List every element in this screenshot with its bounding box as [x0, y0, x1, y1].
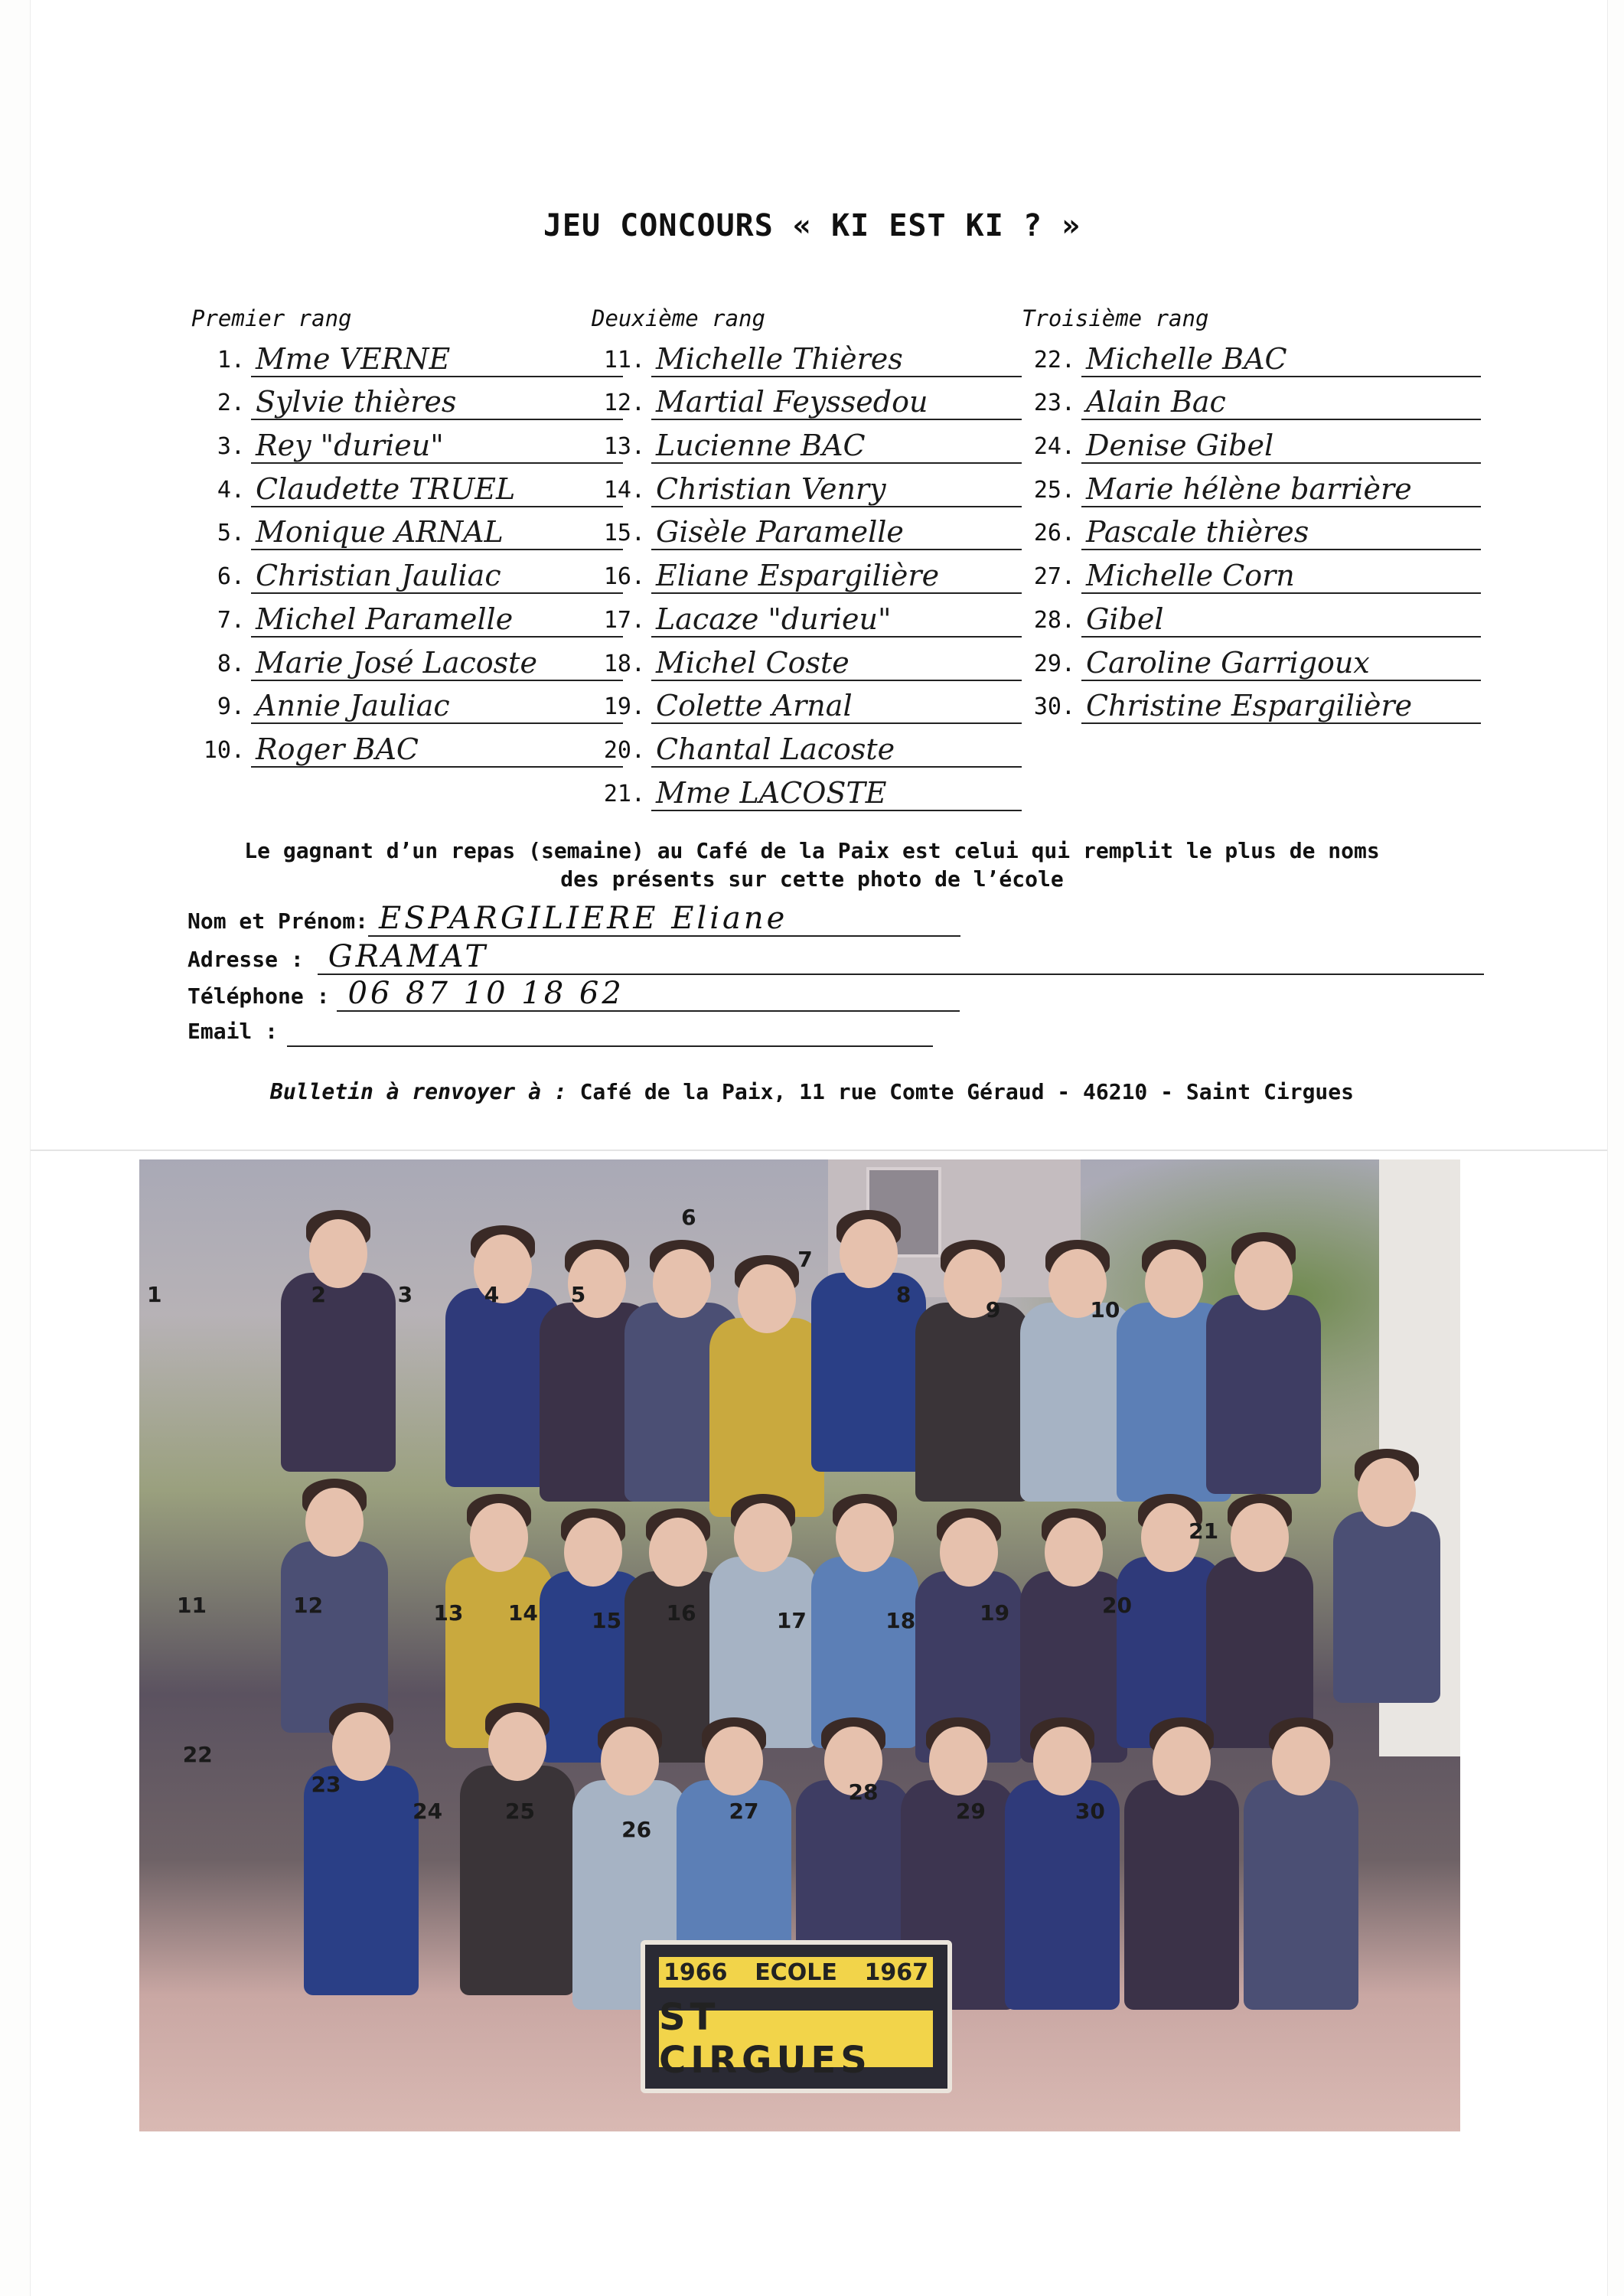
entry-row — [1022, 638, 1481, 681]
pupil-face — [649, 1518, 707, 1587]
school-sign — [641, 1940, 952, 2093]
entry-row — [592, 550, 1022, 594]
photo-number-label: 24 — [413, 1799, 443, 1825]
entry-row — [191, 550, 623, 594]
entry-number: 6. — [217, 563, 245, 591]
entry-name[interactable]: Caroline Garrigoux — [1081, 646, 1481, 681]
entry-number: 29. — [1033, 650, 1075, 677]
entry-name[interactable]: Gisèle Paramelle — [651, 515, 1022, 550]
entry-name[interactable]: Michelle Corn — [1081, 559, 1481, 594]
entry-number: 4. — [217, 476, 245, 504]
photo-number-label: 23 — [311, 1772, 341, 1797]
phone-label: Téléphone : — [188, 983, 330, 1009]
column-heading: Deuxième rang — [592, 305, 765, 331]
entry-name[interactable]: Marie hélène barrière — [1081, 472, 1481, 507]
entry-number: 11. — [603, 346, 645, 373]
pupil-face — [564, 1518, 622, 1587]
entry-number: 1. — [217, 346, 245, 373]
entry-row — [191, 681, 623, 725]
name-field — [188, 902, 960, 937]
entry-name[interactable]: Michel Coste — [651, 646, 1022, 681]
entry-row — [191, 594, 623, 638]
return-address-text: Café de la Paix, 11 rue Comte Géraud - 46210 - Saint Cirgues — [579, 1079, 1355, 1104]
entry-row — [592, 420, 1022, 464]
entry-row — [1022, 594, 1481, 638]
entry-row — [191, 377, 623, 421]
entry-number: 25. — [1033, 476, 1075, 504]
photo-number-label: 26 — [621, 1816, 652, 1842]
entry-name[interactable]: Rey "durieu" — [251, 429, 623, 464]
entry-row — [592, 594, 1022, 638]
entry-name[interactable]: Eliane Espargilière — [651, 559, 1022, 594]
entry-number: 19. — [603, 693, 645, 721]
entry-row — [191, 507, 623, 551]
email-field — [188, 1012, 933, 1047]
photo-number-label: 20 — [1102, 1593, 1132, 1618]
entry-row — [1022, 550, 1481, 594]
sign-place: ST CIRGUES — [659, 2011, 933, 2067]
pupil-face — [1272, 1727, 1330, 1795]
entry-row — [191, 464, 623, 507]
pupil-face — [1045, 1518, 1103, 1587]
photo-number-label: 28 — [848, 1779, 879, 1805]
photo-number-label: 10 — [1090, 1296, 1120, 1322]
pupil-face — [940, 1518, 998, 1587]
column-premier-rang — [191, 303, 623, 768]
email-value[interactable] — [287, 1012, 933, 1047]
pupil-figure — [709, 1318, 824, 1517]
entry-number: 2. — [217, 390, 245, 417]
pupil-face — [705, 1727, 763, 1795]
entry-name[interactable]: Annie Jauliac — [251, 689, 623, 724]
entry-row — [191, 334, 623, 377]
column-heading: Premier rang — [191, 305, 352, 331]
pupil-face — [309, 1219, 367, 1288]
photo-number-label: 22 — [182, 1742, 213, 1767]
pupil-figure — [915, 1303, 1030, 1502]
entry-name[interactable]: Mme LACOSTE — [651, 776, 1022, 811]
sign-year-right: 1967 — [864, 1958, 928, 1986]
phone-field — [188, 977, 960, 1012]
pupil-face — [1358, 1458, 1416, 1527]
entry-number: 30. — [1033, 693, 1075, 721]
pupil-figure — [1244, 1780, 1358, 2010]
entry-name[interactable]: Pascale thières — [1081, 515, 1481, 550]
sign-school: ECOLE — [755, 1958, 837, 1986]
entry-number: 26. — [1033, 520, 1075, 547]
entry-row — [592, 638, 1022, 681]
address-field — [188, 940, 1484, 975]
entry-number: 24. — [1033, 433, 1075, 461]
column-heading: Troisième rang — [1022, 305, 1209, 331]
photo-number-label: 2 — [311, 1282, 326, 1308]
entry-number: 8. — [217, 650, 245, 677]
entry-name[interactable]: Lacaze "durieu" — [651, 602, 1022, 638]
pupil-figure — [1333, 1512, 1440, 1703]
entry-name[interactable]: Marie José Lacoste — [251, 646, 623, 681]
pupil-face — [488, 1712, 546, 1781]
entry-row — [592, 724, 1022, 768]
address-value[interactable]: GRAMAT — [318, 940, 1484, 975]
entry-row — [592, 334, 1022, 377]
sign-year-left: 1966 — [664, 1958, 728, 1986]
photo-number-label: 17 — [776, 1607, 807, 1633]
entry-row — [592, 377, 1022, 421]
name-value[interactable]: ESPARGILIERE Eliane — [368, 902, 960, 937]
column-deuxieme-rang — [592, 303, 1022, 811]
entry-number: 15. — [603, 520, 645, 547]
pupil-face — [601, 1727, 659, 1795]
pupil-face — [474, 1234, 532, 1303]
entry-name[interactable]: Roger BAC — [251, 732, 623, 768]
photo-number-label: 13 — [433, 1600, 464, 1626]
entry-number: 16. — [603, 563, 645, 591]
sign-top-strip — [659, 1957, 933, 1988]
entry-row — [191, 420, 623, 464]
pupil-face — [738, 1264, 796, 1333]
return-address — [0, 1079, 1624, 1104]
entry-row — [1022, 377, 1481, 421]
photo-number-label: 5 — [570, 1282, 586, 1308]
photo-number-label: 3 — [397, 1282, 413, 1308]
email-label: Email : — [188, 1019, 279, 1044]
photo-number-label: 11 — [177, 1593, 207, 1618]
prize-notice-line: Le gagnant d’un repas (semaine) au Café de la Paix est celui qui remplit le plus de noms — [244, 838, 1380, 863]
entry-name[interactable]: Mme VERNE — [251, 342, 623, 377]
prize-notice-line: des présents sur cette photo de l’école — [560, 866, 1064, 892]
entry-row — [1022, 507, 1481, 551]
entry-name[interactable]: Sylvie thières — [251, 385, 623, 420]
photo-number-label: 25 — [505, 1799, 535, 1825]
entry-number: 13. — [603, 433, 645, 461]
prize-notice — [0, 837, 1624, 893]
address-label: Adresse : — [188, 947, 304, 972]
pupil-face — [332, 1712, 390, 1781]
return-prefix: Bulletin à renvoyer à : — [269, 1079, 567, 1104]
photo-number-label: 14 — [507, 1600, 538, 1626]
entry-name[interactable]: Martial Feyssedou — [651, 385, 1022, 420]
entry-row — [592, 681, 1022, 725]
page-title: JEU CONCOURS « KI EST KI ? » — [543, 208, 1081, 243]
entry-number: 7. — [217, 606, 245, 634]
photo-number-label: 27 — [729, 1799, 759, 1825]
entry-name[interactable]: Michel Paramelle — [251, 602, 623, 638]
entry-number: 12. — [603, 390, 645, 417]
entry-number: 27. — [1033, 563, 1075, 591]
pupil-figure — [304, 1766, 419, 1995]
fold-line — [31, 1150, 1607, 1151]
entry-name[interactable]: Michelle BAC — [1081, 342, 1481, 377]
entry-number: 22. — [1033, 346, 1075, 373]
class-photo — [139, 1159, 1460, 2131]
entry-name[interactable]: Gibel — [1081, 602, 1481, 638]
pupil-face — [840, 1219, 898, 1288]
photo-number-label: 19 — [980, 1600, 1010, 1626]
pupil-face — [1153, 1727, 1211, 1795]
photo-number-label: 8 — [895, 1282, 911, 1308]
pupil-face — [305, 1488, 364, 1557]
entry-name[interactable]: Claudette TRUEL — [251, 472, 623, 507]
pupil-face — [836, 1503, 894, 1572]
photo-number-label: 6 — [681, 1205, 696, 1230]
pupil-face — [734, 1503, 792, 1572]
pupil-face — [653, 1249, 711, 1318]
photo-number-label: 4 — [484, 1282, 500, 1308]
entry-row — [1022, 420, 1481, 464]
photo-number-label: 9 — [985, 1296, 1001, 1322]
entry-row — [1022, 681, 1481, 725]
photo-number-label: 15 — [592, 1607, 622, 1633]
entry-number: 10. — [203, 736, 245, 764]
photo-number-label: 12 — [293, 1593, 324, 1618]
entry-name[interactable]: Christian Venry — [651, 472, 1022, 507]
entry-name[interactable]: Lucienne BAC — [651, 429, 1022, 464]
entry-row — [1022, 464, 1481, 507]
pupil-face — [1145, 1249, 1203, 1318]
photo-number-label: 7 — [797, 1246, 813, 1272]
entry-name[interactable]: Colette Arnal — [651, 689, 1022, 724]
pupil-figure — [1124, 1780, 1239, 2010]
column-troisieme-rang — [1022, 303, 1481, 724]
entry-name[interactable]: Denise Gibel — [1081, 429, 1481, 464]
entry-name[interactable]: Alain Bac — [1081, 385, 1481, 420]
pupil-face — [470, 1503, 528, 1572]
entry-number: 3. — [217, 433, 245, 461]
entry-number: 23. — [1033, 390, 1075, 417]
name-label: Nom et Prénom: — [188, 908, 369, 934]
pupil-face — [1231, 1503, 1289, 1572]
entry-name[interactable]: Christine Espargilière — [1081, 689, 1481, 724]
pupil-figure — [1206, 1295, 1321, 1494]
entry-number: 20. — [603, 736, 645, 764]
entry-number: 14. — [603, 476, 645, 504]
photo-number-label: 29 — [955, 1799, 986, 1825]
pupil-face — [1234, 1241, 1293, 1310]
photo-number-label: 1 — [147, 1282, 162, 1308]
entry-number: 9. — [217, 693, 245, 721]
entry-row — [592, 768, 1022, 811]
pupil-face — [1033, 1727, 1091, 1795]
photo-number-label: 30 — [1075, 1799, 1105, 1825]
photo-number-label: 21 — [1189, 1518, 1219, 1544]
entry-number: 28. — [1033, 606, 1075, 634]
entry-number: 18. — [603, 650, 645, 677]
entry-name[interactable]: Christian Jauliac — [251, 559, 623, 594]
entry-row — [1022, 334, 1481, 377]
entry-row — [592, 464, 1022, 507]
phone-value[interactable]: 06 87 10 18 62 — [337, 977, 960, 1012]
entry-name[interactable]: Michelle Thières — [651, 342, 1022, 377]
photo-number-label: 16 — [666, 1600, 696, 1626]
entry-number: 5. — [217, 520, 245, 547]
photo-number-label: 18 — [885, 1607, 916, 1633]
entry-row — [191, 724, 623, 768]
entry-name[interactable]: Monique ARNAL — [251, 515, 623, 550]
entry-name[interactable]: Chantal Lacoste — [651, 732, 1022, 768]
entry-number: 17. — [603, 606, 645, 634]
entry-number: 21. — [603, 780, 645, 807]
pupil-figure — [281, 1273, 396, 1472]
entry-row — [191, 638, 623, 681]
entry-row — [592, 507, 1022, 551]
pupil-face — [929, 1727, 987, 1795]
